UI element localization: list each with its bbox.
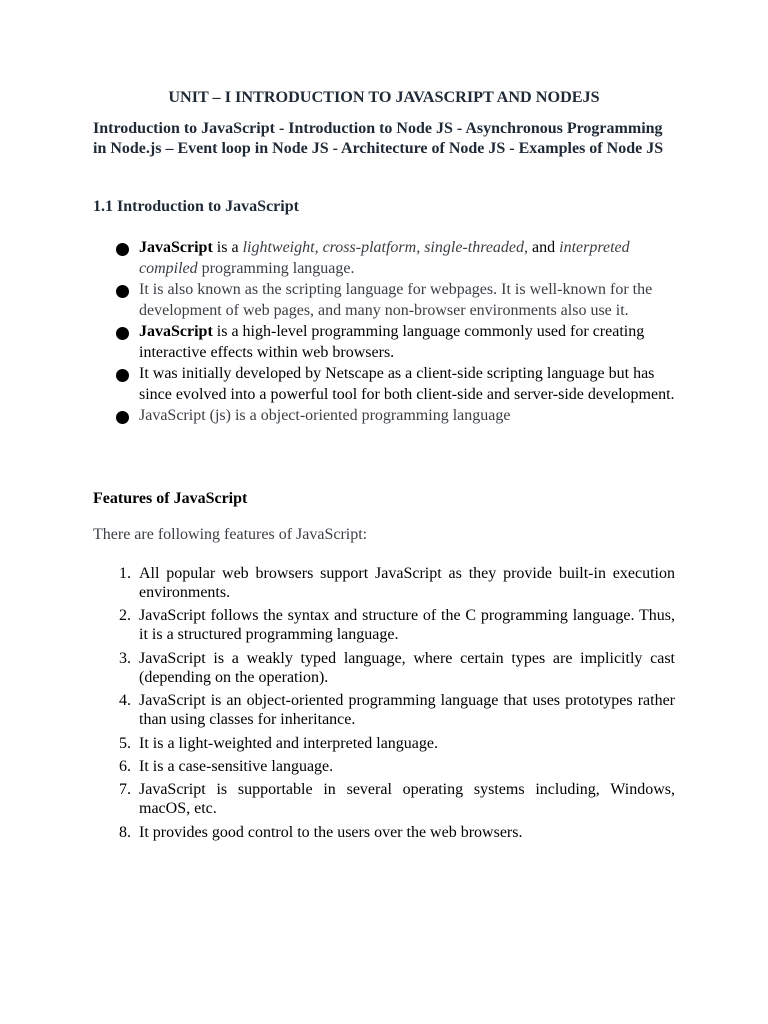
bullet-item: [93, 321, 675, 363]
bullet-text: programming language.: [197, 260, 355, 277]
list-item-text: JavaScript is supportable in several operating systems including, Windows, macOS, etc.: [139, 781, 675, 818]
list-item: [93, 780, 675, 818]
bullet-text: JavaScript (js) is a object-oriented programming language: [139, 407, 511, 424]
list-number: 3.: [119, 649, 131, 667]
list-item: [93, 734, 675, 753]
list-number: 4.: [119, 692, 131, 710]
bullet-item: [93, 279, 675, 321]
list-item-text: All popular web browsers support JavaScript as they provide built-in execution environments.: [139, 565, 675, 601]
list-item: [93, 649, 675, 687]
bullet-text: It was initially developed by Netscape as a client-side scripting language but has since evolved into a powerful tool for both client-side and server-side development.: [139, 365, 675, 403]
topics-summary: Introduction to JavaScript - Introduction to Node JS - Asynchronous Programming in Node.js – Event loop in Node JS - Architecture of Node JS - Examples of Node JS: [93, 120, 664, 157]
list-number: 7.: [119, 781, 131, 799]
bullet-bold-term: JavaScript: [139, 323, 213, 340]
list-number: 1.: [119, 565, 131, 582]
list-item-text: JavaScript follows the syntax and structure of the C programming language. Thus, it is a structured programming language.: [139, 607, 675, 644]
bullet-italic-text: lightweight, cross-platform, single-threaded,: [242, 239, 529, 256]
bullet-bold-term: JavaScript: [139, 239, 213, 256]
list-item: [93, 757, 675, 776]
list-item: [93, 606, 675, 644]
bullet-text: is a: [212, 239, 243, 256]
list-number: 2.: [119, 607, 131, 625]
list-item: [93, 564, 675, 602]
bullet-item: [93, 237, 675, 279]
features-list: [93, 564, 675, 846]
list-number: 5.: [119, 734, 131, 752]
features-intro: There are following features of JavaScript:: [93, 526, 368, 543]
bullet-text: and: [528, 239, 560, 256]
features-heading: Features of JavaScript: [93, 490, 248, 507]
list-item: [93, 823, 675, 842]
bullet-text: is a high-level programming language commonly used for creating interactive effects within web browsers.: [139, 323, 645, 361]
bullet-item: [93, 405, 675, 426]
bullet-dot-icon: [116, 243, 129, 256]
unit-title: UNIT – I INTRODUCTION TO JAVASCRIPT AND NODEJS: [168, 88, 600, 106]
list-number: 8.: [119, 823, 131, 841]
bullet-dot-icon: [116, 369, 129, 382]
list-item: [93, 691, 675, 729]
bullet-text: It is also known as the scripting language for webpages. It is well-known for the development of web pages, and many non-browser environments also use it.: [139, 281, 653, 319]
bullet-dot-icon: [116, 285, 129, 298]
section-heading: 1.1 Introduction to JavaScript: [93, 198, 299, 215]
bullet-italic-text: interpreted compiled: [139, 239, 630, 277]
list-item-text: It is a light-weighted and interpreted language.: [139, 734, 439, 752]
intro-bullet-list: [93, 237, 675, 426]
bullet-dot-icon: [116, 411, 129, 424]
list-number: 6.: [119, 757, 131, 775]
list-item-text: JavaScript is an object-oriented programming language that uses prototypes rather than using classes for inheritance.: [139, 692, 675, 729]
bullet-dot-icon: [116, 327, 129, 340]
bullet-item: [93, 363, 675, 405]
list-item-text: It is a case-sensitive language.: [139, 757, 334, 775]
list-item-text: JavaScript is a weakly typed language, where certain types are implicitly cast (depending on the operation).: [139, 649, 675, 686]
list-item-text: It provides good control to the users over the web browsers.: [139, 823, 523, 841]
